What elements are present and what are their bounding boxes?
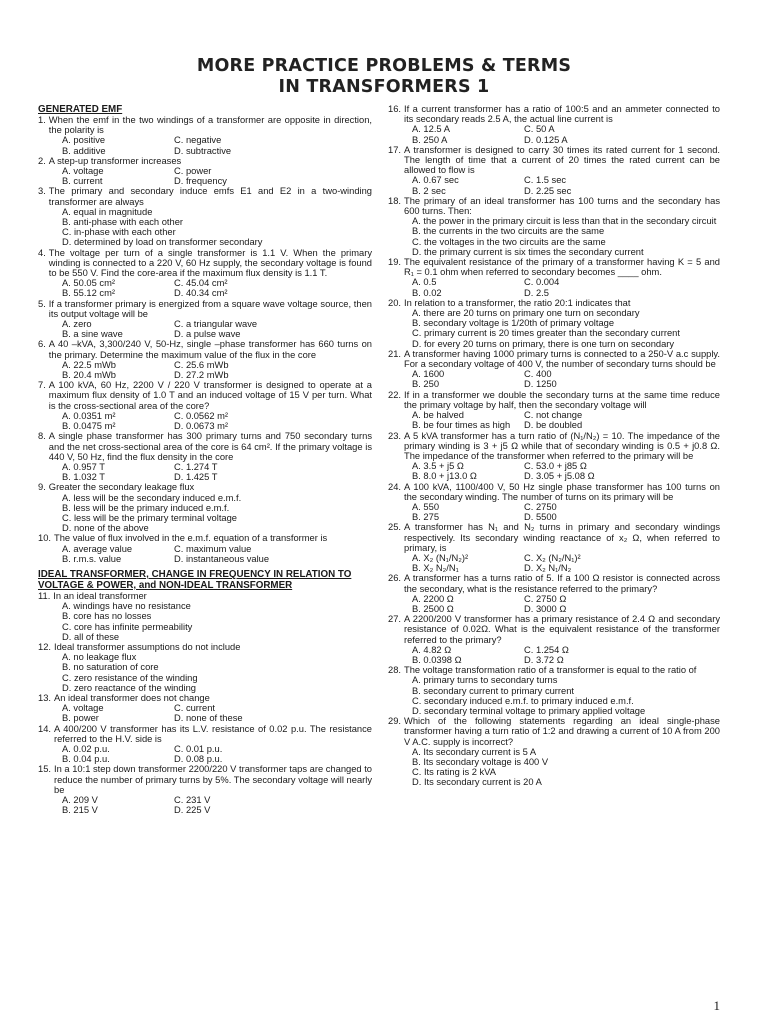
question-number: 22.	[388, 389, 401, 400]
question-row	[388, 104, 720, 124]
answer-option: A. primary turns to secondary turns	[412, 675, 558, 686]
question-number: 29.	[388, 716, 401, 727]
question-row	[38, 533, 372, 543]
question-text: A single phase transformer has 300 primary turns and 750 secondary turns and the net cross-sectional area of the core is 64 cm². If the primary voltage is 440 V, 50 Hz, find the flux density in the core	[48, 431, 372, 462]
question-number: 6.	[38, 339, 46, 350]
answer-option: C. 400	[524, 369, 552, 380]
answer-option: D. zero reactance of the winding	[62, 682, 197, 693]
question-number: 19.	[388, 257, 401, 268]
question-number: 15.	[38, 764, 51, 775]
answer-option: A. windings have no resistance	[62, 601, 191, 612]
answer-option: A. 550	[412, 501, 440, 512]
answer-option: A. 3.5 + j5 Ω	[412, 461, 464, 472]
question-number: 24.	[388, 481, 401, 492]
answer-options	[38, 601, 372, 642]
answer-option: C. 45.04 cm²	[174, 278, 228, 289]
answer-option: D. 225 V	[174, 805, 211, 816]
question-text: If in a transformer we double the secondary turns at the same time reduce the primary voltage by half, then the secondary voltage will	[404, 389, 720, 410]
answer-options	[388, 369, 720, 389]
answer-option: A. there are 20 turns on primary one turn on secondary	[412, 308, 640, 319]
question-row	[38, 380, 372, 411]
answer-option: A. 1600	[412, 369, 445, 380]
question-number: 17.	[388, 144, 401, 155]
answer-option: B. 250	[412, 379, 440, 390]
question-row	[38, 482, 372, 492]
answer-option: B. 0.02	[412, 287, 442, 298]
answer-option: A. 12.5 A	[412, 124, 450, 135]
question-text: The equivalent resistance of the primary of a transformer having K = 5 and R₁ = 0.1 ohm when referred to secondary becomes ____ ohm.	[404, 257, 720, 278]
answer-option: C. 0.01 p.u.	[174, 743, 223, 754]
answer-option: D. 3000 Ω	[524, 603, 567, 614]
question-12	[38, 642, 372, 693]
question-row	[388, 522, 720, 553]
question-5	[38, 299, 372, 340]
answer-option: C. 53.0 + j85 Ω	[524, 461, 587, 472]
answer-option: C. not change	[524, 410, 583, 421]
answer-option: D. instantaneous value	[174, 553, 270, 564]
answer-options	[38, 278, 372, 298]
question-row	[38, 431, 372, 462]
page-title-line2: IN TRANSFORMERS 1	[278, 77, 490, 97]
question-number: 7.	[38, 380, 46, 391]
question-9	[38, 482, 372, 533]
answer-option: D. 27.2 mWb	[174, 370, 229, 381]
answer-option: D. 1.425 T	[174, 472, 218, 483]
question-text: The voltage per turn of a single transformer is 1.1 V. When the primary winding is connected to a 220 V, 60 Hz supply, the secondary voltage is found to be 550 V. Find the core-area if the maximum flux density is 1.1 T.	[48, 247, 372, 279]
question-number: 2.	[38, 155, 46, 166]
answer-option: D. none of the above	[62, 523, 149, 534]
question-15	[38, 764, 372, 815]
question-row	[38, 186, 372, 206]
answer-options	[388, 594, 720, 614]
answer-option: D. 0.08 p.u.	[174, 754, 223, 765]
question-row	[388, 298, 720, 308]
answer-options	[38, 652, 372, 693]
question-row	[388, 390, 720, 410]
answer-options	[388, 461, 720, 481]
answer-option: B. 2500 Ω	[412, 603, 454, 614]
question-text: If a current transformer has a ratio of 100:5 and an ammeter connected to its secondary reads 2.5 A, the actual line current is	[404, 104, 720, 125]
question-19	[388, 257, 720, 298]
answer-options	[38, 166, 372, 186]
answer-options	[388, 645, 720, 665]
question-22	[388, 390, 720, 431]
answer-options	[38, 744, 372, 764]
question-23	[388, 431, 720, 482]
answer-option: C. 0.0562 m²	[174, 410, 229, 421]
answer-option: B. 1.032 T	[62, 472, 105, 483]
question-number: 18.	[388, 195, 401, 206]
answer-option: D. none of these	[174, 713, 243, 724]
answer-option: A. 22.5 mWb	[62, 359, 117, 370]
answer-options	[38, 544, 372, 564]
answer-option: B. 215 V	[62, 805, 98, 816]
question-number: 8.	[38, 431, 46, 442]
question-row	[38, 642, 372, 652]
answer-option: A. the power in the primary circuit is less than that in the secondary circuit	[412, 216, 717, 227]
answer-option: B. 2 sec	[412, 185, 446, 196]
answer-option: B. no saturation of core	[62, 662, 159, 673]
answer-option: A. voltage	[62, 166, 104, 177]
answer-option: D. be doubled	[524, 420, 583, 431]
question-row	[38, 156, 372, 166]
question-row	[38, 248, 372, 279]
answer-option: A. equal in magnitude	[62, 206, 153, 217]
answer-option: C. the voltages in the two circuits are the same	[412, 236, 606, 247]
question-row	[388, 257, 720, 277]
answer-options	[38, 360, 372, 380]
answer-option: A. Its secondary current is 5 A	[412, 746, 537, 757]
answer-option: D. Its secondary current is 20 A	[412, 777, 542, 788]
question-16	[388, 104, 720, 145]
answer-option: C. zero resistance of the winding	[62, 672, 198, 683]
question-26	[388, 573, 720, 614]
question-text: The voltage transformation ratio of a transformer is equal to the ratio of	[404, 665, 697, 676]
answer-option: B. 250 A	[412, 134, 448, 145]
question-number: 16.	[388, 104, 401, 114]
question-14	[38, 724, 372, 765]
question-17	[388, 145, 720, 196]
question-number: 27.	[388, 614, 401, 625]
answer-option: C. 1.254 Ω	[524, 644, 569, 655]
answer-options	[388, 502, 720, 522]
answer-options	[388, 553, 720, 573]
question-row	[388, 196, 720, 216]
question-text: In relation to a transformer, the ratio 20:1 indicates that	[404, 297, 631, 308]
answer-option: B. secondary current to primary current	[412, 685, 575, 696]
answer-option: D. subtractive	[174, 145, 232, 156]
answer-option: C. core has infinite permeability	[62, 621, 193, 632]
answer-options	[38, 207, 372, 248]
question-text: A transformer has N₁ and N₂ turns in primary and secondary windings respectively. Its secondary winding reactance of x₂ Ω, when referred to primary, is	[404, 522, 720, 553]
answer-options	[38, 795, 372, 815]
question-row	[38, 591, 372, 601]
answer-option: C. in-phase with each other	[62, 227, 176, 238]
question-20	[388, 298, 720, 349]
answer-option: A. 0.5	[412, 277, 437, 288]
question-row	[388, 614, 720, 645]
answer-option: A. 0.957 T	[62, 461, 105, 472]
answer-option: D. 2.5	[524, 287, 549, 298]
page-number: 1	[713, 998, 720, 1013]
question-row	[388, 431, 720, 462]
question-text: A 2200/200 V transformer has a primary resistance of 2.4 Ω and secondary resistance of 0.02Ω. What is the equivalent resistance of the transformer referred to the primary?	[404, 614, 720, 645]
question-number: 12.	[38, 641, 51, 652]
question-text: A 400/200 V transformer has its L.V. resistance of 0.02 p.u. The resistance referred to the H.V. side is	[54, 723, 372, 744]
answer-options	[388, 124, 720, 144]
answer-option: C. 231 V	[174, 795, 211, 805]
answer-option: D. 5500	[524, 512, 557, 523]
page-title-line1: MORE PRACTICE PROBLEMS & TERMS	[196, 56, 572, 76]
answer-options	[388, 747, 720, 788]
answer-option: B. current	[62, 176, 103, 187]
question-text: A transformer having 1000 primary turns is connected to a 250-V a.c supply. For a secondary voltage of 400 V, the number of secondary turns should be	[404, 348, 720, 370]
answer-options	[38, 493, 372, 534]
answer-option: C. 25.6 mWb	[174, 359, 229, 370]
answer-option: C. 1.5 sec	[524, 175, 567, 186]
answer-option: B. the currents in the two circuits are the same	[412, 226, 605, 237]
question-24	[388, 482, 720, 523]
answer-option: B. 20.4 mWb	[62, 370, 117, 381]
question-number: 20.	[388, 297, 401, 308]
question-text: A 100 kVA, 60 Hz, 2200 V / 220 V transformer is designed to operate at a maximum flux density of 1.0 T and an induced voltage of 15 V per turn. What is the cross-sectional area of the core?	[48, 380, 372, 411]
answer-options	[388, 216, 720, 257]
answer-option: D. 3.72 Ω	[524, 654, 564, 665]
question-text: A 40 –kVA, 3,300/240 V, 50-Hz, single –phase transformer has 660 turns on the primary. Determine the maximum value of the flux in the core	[48, 339, 372, 360]
question-number: 4.	[38, 247, 46, 258]
question-text: A transformer has a turns ratio of 5. If a 100 Ω resistor is connected across the secondary, what is the resistance referred to the primary?	[404, 573, 720, 594]
answer-options	[388, 308, 720, 349]
answer-option: B. 0.0398 Ω	[412, 654, 462, 665]
answer-option: D. for every 20 turns on primary, there is one turn on secondary	[412, 338, 675, 349]
answer-option: A. 4.82 Ω	[412, 644, 452, 655]
answer-option: D. 2.25 sec	[524, 185, 572, 196]
answer-options	[388, 277, 720, 297]
answer-option: A. 50.05 cm²	[62, 278, 115, 289]
answer-option: D. secondary terminal voltage to primary applied voltage	[412, 705, 646, 716]
answer-option: B. anti-phase with each other	[62, 217, 184, 228]
answer-option: D. 40.34 cm²	[174, 288, 228, 299]
question-number: 10.	[38, 533, 51, 544]
question-number: 1.	[38, 115, 46, 125]
question-3	[38, 186, 372, 247]
right-column	[388, 104, 720, 788]
answer-option: A. 2200 Ω	[412, 593, 454, 604]
answer-option: C. 0.004	[524, 277, 560, 288]
answer-option: D. X₂ N₁/N₂	[524, 563, 572, 574]
question-25	[388, 522, 720, 573]
answer-option: C. a triangular wave	[174, 319, 258, 330]
answer-option: C. 2750	[524, 501, 557, 512]
question-row	[388, 665, 720, 675]
question-21	[388, 349, 720, 390]
question-text: In an ideal transformer	[53, 590, 147, 601]
question-text: When the emf in the two windings of a transformer are opposite in direction, the polarity is	[48, 115, 372, 136]
section-heading-emf: GENERATED EMF	[38, 104, 123, 115]
answer-option: D. frequency	[174, 176, 227, 187]
answer-option: C. 2750 Ω	[524, 593, 567, 604]
answer-options	[38, 462, 372, 482]
answer-option: D. 3.05 + j5.08 Ω	[524, 471, 595, 482]
question-29	[388, 716, 720, 787]
answer-option: B. power	[62, 713, 99, 724]
question-row	[388, 482, 720, 502]
answer-option: D. all of these	[62, 631, 120, 642]
question-text: A step-up transformer increases	[48, 155, 182, 166]
answer-options	[38, 135, 372, 155]
answer-option: D. the primary current is six times the secondary current	[412, 246, 644, 257]
answer-option: B. Its secondary voltage is 400 V	[412, 757, 549, 767]
answer-option: B. 55.12 cm²	[62, 288, 115, 299]
answer-options	[38, 703, 372, 723]
question-text: In a 10:1 step down transformer 2200/220 V transformer taps are changed to reduce the number of primary turns by 5%. The secondary voltage will nearly be	[54, 764, 372, 795]
question-row	[38, 299, 372, 319]
answer-option: A. zero	[62, 319, 92, 330]
question-6	[38, 339, 372, 380]
question-28	[388, 665, 720, 716]
question-number: 11.	[38, 590, 51, 601]
answer-options	[388, 675, 720, 716]
question-13	[38, 693, 372, 724]
question-number: 3.	[38, 186, 46, 197]
answer-option: C. power	[174, 166, 212, 177]
section-heading-ideal: IDEAL TRANSFORMER, CHANGE IN FREQUENCY IN RELATION TO VOLTAGE & POWER, and NON-IDEAL TRANSFORMER	[38, 568, 352, 591]
question-18	[388, 196, 720, 257]
answer-option: A. positive	[62, 135, 106, 146]
answer-option: C. secondary induced e.m.f. to primary induced e.m.f.	[412, 695, 634, 706]
answer-option: A. less will be the secondary induced e.m.f.	[62, 492, 242, 503]
answer-option: B. 275	[412, 512, 440, 523]
answer-options	[38, 411, 372, 431]
answer-option: A. 209 V	[62, 795, 98, 805]
answer-option: D. 0.125 A	[524, 134, 568, 145]
answer-option: B. less will be the primary induced e.m.f.	[62, 502, 230, 513]
question-number: 25.	[388, 522, 401, 533]
answer-option: B. 0.0475 m²	[62, 421, 116, 432]
question-row	[388, 349, 720, 369]
question-text: A 5 kVA transformer has a turn ratio of (N₁/N₂) = 10. The impedance of the primary winding is 3 + j5 Ω while that of secondary winding is 0.5 + j0.8 Ω. The impedance of the transformer when referred to the primary will be	[404, 430, 720, 461]
question-number: 9.	[38, 482, 46, 493]
answer-option: C. primary current is 20 times greater than the secondary current	[412, 328, 680, 339]
answer-option: A. 0.67 sec	[412, 175, 459, 186]
answer-option: D. determined by load on transformer secondary	[62, 237, 263, 248]
question-number: 5.	[38, 298, 46, 309]
question-text: A transformer is designed to carry 30 times its rated current for 1 second. The length of time that a current of 20 times the rated current can be allowed to flow is	[404, 144, 720, 176]
question-row	[38, 693, 372, 703]
answer-options	[388, 410, 720, 430]
answer-option: C. maximum value	[174, 543, 252, 554]
question-row	[388, 145, 720, 176]
answer-option: B. core has no losses	[62, 611, 152, 622]
question-number: 26.	[388, 573, 401, 584]
answer-options	[38, 319, 372, 339]
answer-option: A. X₂ (N₁/N₂)²	[412, 552, 469, 563]
question-number: 13.	[38, 692, 51, 703]
question-7	[38, 380, 372, 431]
answer-option: A. voltage	[62, 703, 104, 714]
answer-option: B. a sine wave	[62, 329, 123, 340]
question-8	[38, 431, 372, 482]
question-10	[38, 533, 372, 564]
question-text: Which of the following statements regarding an ideal single-phase transformer having a turn ratio of 1:2 and drawing a current of 10 A from 200 V A.C. supply is incorrect?	[404, 716, 720, 747]
answer-option: C. Its rating is 2 kVA	[412, 767, 496, 778]
answer-option: A. 0.0351 m²	[62, 410, 116, 421]
question-row	[38, 724, 372, 744]
answer-option: C. X₂ (N₂/N₁)²	[524, 552, 581, 563]
answer-option: A. average value	[62, 543, 133, 554]
question-11	[38, 591, 372, 642]
question-row	[38, 339, 372, 359]
question-text: An ideal transformer does not change	[54, 692, 210, 703]
question-row	[388, 716, 720, 747]
answer-option: C. current	[174, 703, 216, 714]
question-row	[38, 115, 372, 135]
question-text: Ideal transformer assumptions do not include	[54, 641, 241, 652]
question-row	[38, 764, 372, 795]
answer-option: D. a pulse wave	[174, 329, 241, 340]
question-27	[388, 614, 720, 665]
answer-option: D. 1250	[524, 379, 557, 390]
answer-option: C. 50 A	[524, 124, 555, 135]
question-2	[38, 156, 372, 187]
answer-option: A. 0.02 p.u.	[62, 743, 110, 754]
question-text: The primary and secondary induce emfs E1 and E2 in a two-winding transformer are always	[48, 186, 372, 207]
question-number: 21.	[388, 348, 401, 359]
answer-option: B. 0.04 p.u.	[62, 754, 110, 765]
answer-option: B. be four times as high	[412, 420, 511, 431]
question-text: The value of flux involved in the e.m.f. equation of a transformer is	[54, 533, 328, 544]
question-text: The primary of an ideal transformer has 100 turns and the secondary has 600 turns. Then:	[404, 195, 720, 217]
answer-option: C. less will be the primary terminal voltage	[62, 512, 237, 523]
answer-option: B. secondary voltage is 1/20th of primary voltage	[412, 318, 615, 329]
answer-option: D. 0.0673 m²	[174, 421, 229, 432]
answer-option: A. be halved	[412, 410, 464, 421]
question-1	[38, 115, 372, 156]
answer-option: C. negative	[174, 135, 222, 146]
question-row	[388, 573, 720, 593]
answer-option: B. additive	[62, 145, 106, 156]
question-text: If a transformer primary is energized from a square wave voltage source, then its output voltage will be	[48, 298, 372, 319]
question-number: 28.	[388, 665, 401, 676]
question-number: 23.	[388, 430, 401, 441]
answer-option: C. 1.274 T	[174, 461, 218, 472]
question-text: Greater the secondary leakage flux	[48, 482, 195, 493]
question-text: A 100 kVA, 1100/400 V, 50 Hz single phase transformer has 100 turns on the secondary winding. The number of turns on its primary will be	[404, 481, 720, 502]
left-column	[38, 104, 372, 815]
question-number: 14.	[38, 723, 51, 734]
answer-options	[388, 175, 720, 195]
question-4	[38, 248, 372, 299]
answer-option: B. X₂ N₂/N₁	[412, 563, 459, 574]
answer-option: B. r.m.s. value	[62, 553, 122, 564]
answer-option: B. 8.0 + j13.0 Ω	[412, 471, 477, 482]
answer-option: A. no leakage flux	[62, 652, 137, 663]
